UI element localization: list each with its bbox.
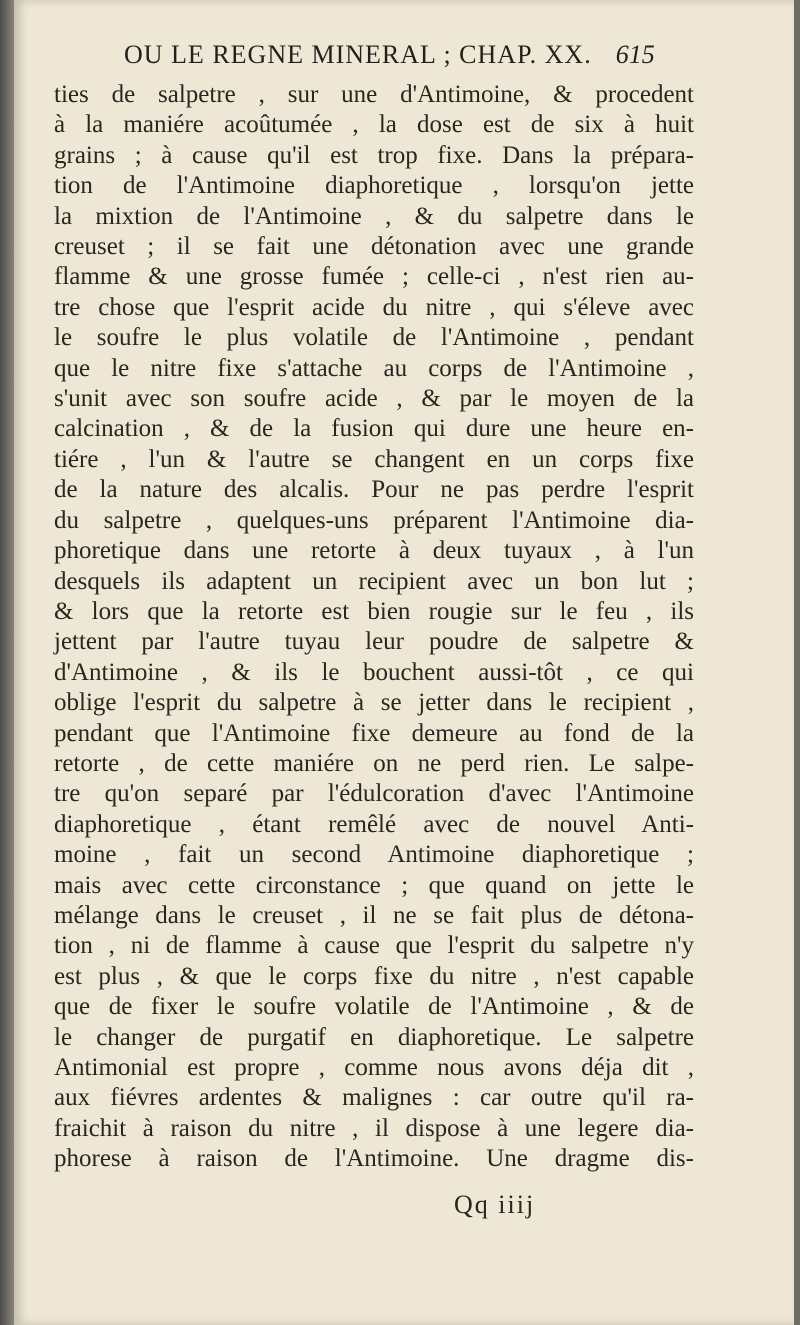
text-line: ties de salpetre , sur une d'Antimoine, & procedent <box>54 81 694 108</box>
text-line: mais avec cette circonstance ; que quand on jette le <box>54 871 694 899</box>
text-line: phoretique dans une retorte à deux tuyaux , à l'un <box>54 537 694 565</box>
text-line: que le nitre fixe s'attache au corps de l'Antimoine , <box>54 354 694 382</box>
text-line: que de fixer le soufre volatile de l'Antimoine , & de <box>54 993 694 1021</box>
text-line: oblige l'esprit du salpetre à se jetter dans le recipient , <box>54 689 694 717</box>
book-gutter <box>0 0 14 1325</box>
text-line: Antimonial est propre , comme nous avons déja dit , <box>54 1054 694 1081</box>
text-line: mélange dans le creuset , il ne se fait plus de détona- <box>54 901 694 929</box>
text-line: de la nature des alcalis. Pour ne pas perdre l'esprit <box>54 476 694 504</box>
text-line: la mixtion de l'Antimoine , & du salpetre dans le <box>54 202 694 230</box>
book-page <box>14 0 794 1325</box>
running-title: OU LE REGNE MINERAL ; CHAP. XX. <box>124 40 592 69</box>
text-line: calcination , & de la fusion qui dure une heure en- <box>54 415 694 443</box>
text-line: s'unit avec son soufre acide , & par le moyen de la <box>54 385 694 413</box>
text-line: le soufre le plus volatile de l'Antimoine , pendant <box>54 324 694 352</box>
text-line: grains ; à cause qu'il est trop fixe. Dans la prépara- <box>54 141 694 169</box>
text-line: creuset ; il se fait une détonation avec une grande <box>54 233 694 261</box>
text-line: moine , fait un second Antimoine diaphoretique ; <box>54 841 694 869</box>
text-line: retorte , de cette maniére on ne perd rien. Le salpe- <box>54 749 694 777</box>
text-line: tion de l'Antimoine diaphoretique , lorsqu'on jette <box>54 172 694 200</box>
text-line: tre qu'on separé par l'édulcoration d'avec l'Antimoine <box>54 780 694 808</box>
text-line: fraichit à raison du nitre , il dispose à une legere dia- <box>54 1114 694 1142</box>
text-line: tion , ni de flamme à cause que l'esprit du salpetre n'y <box>54 932 694 960</box>
text-line: est plus , & que le corps fixe du nitre , n'est capable <box>54 962 694 990</box>
text-line: flamme & une grosse fumée ; celle-ci , n'est rien au- <box>54 263 694 291</box>
text-line: & lors que la retorte est bien rougie sur le feu , ils <box>54 597 694 625</box>
body-text <box>54 80 694 1175</box>
text-line: le changer de purgatif en diaphoretique. Le salpetre <box>54 1023 694 1051</box>
text-line: du salpetre , quelques-uns préparent l'Antimoine dia- <box>54 506 694 534</box>
text-line: jettent par l'autre tuyau leur poudre de salpetre & <box>54 628 694 656</box>
page-number: 615 <box>615 40 655 69</box>
signature-mark: Qq iiij <box>454 1190 536 1219</box>
page-header <box>124 40 714 80</box>
text-line: diaphoretique , étant remêlé avec de nouvel Anti- <box>54 810 694 838</box>
text-line: phorese à raison de l'Antimoine. Une dragme dis- <box>54 1145 694 1173</box>
text-line: d'Antimoine , & ils le bouchent aussi-tôt , ce qui <box>54 658 694 686</box>
text-line: tiére , l'un & l'autre se changent en un corps fixe <box>54 445 694 473</box>
text-line: desquels ils adaptent un recipient avec un bon lut ; <box>54 567 694 595</box>
text-line: pendant que l'Antimoine fixe demeure au fond de la <box>54 719 694 747</box>
text-line: tre chose que l'esprit acide du nitre , qui s'éleve avec <box>54 293 694 321</box>
text-line: aux fiévres ardentes & malignes : car outre qu'il ra- <box>54 1084 694 1112</box>
text-line: à la maniére acoûtumée , la dose est de six à huit <box>54 111 694 139</box>
